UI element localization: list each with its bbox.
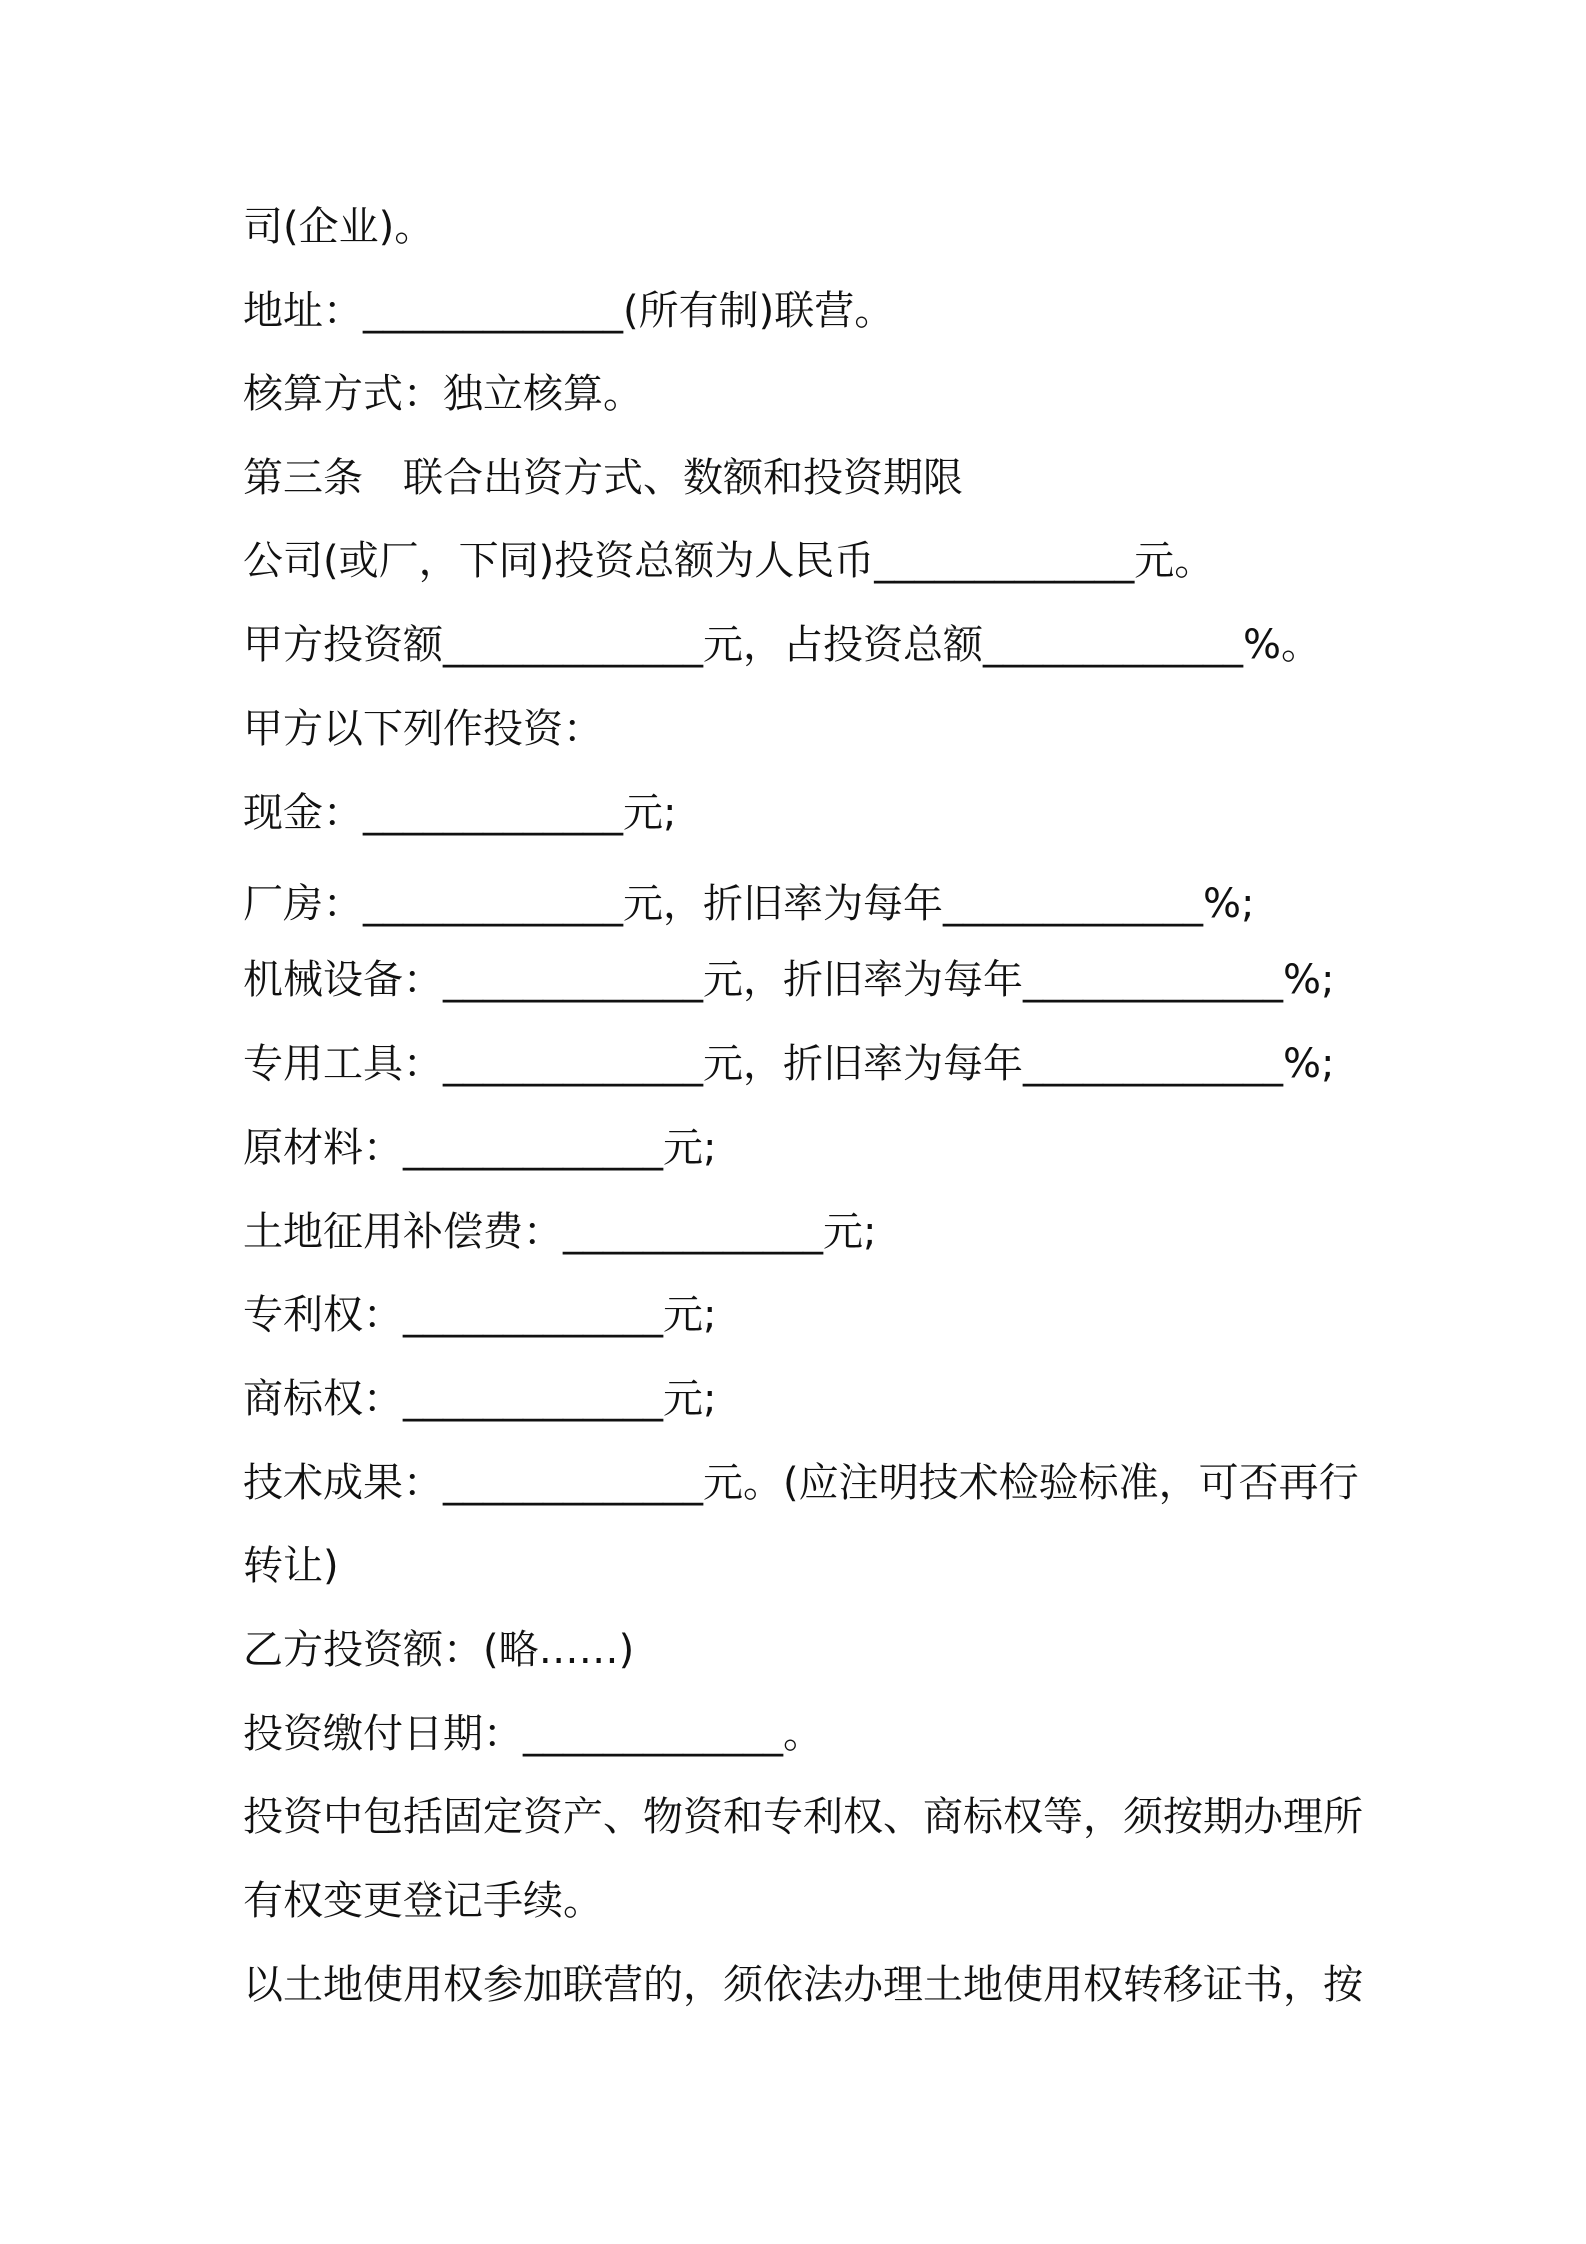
- text-line-land-use-rights: 以土地使用权参加联营的，须依法办理土地使用权转移证书，按: [243, 1962, 1363, 2008]
- text-line-land-compensation: 土地征用补偿费：_____________元;: [243, 1209, 877, 1255]
- text-line-fixed-assets-cont: 有权变更登记手续。: [243, 1878, 603, 1924]
- article-3-heading: 第三条 联合出资方式、数额和投资期限: [243, 455, 963, 501]
- text-line-accounting: 核算方式：独立核算。: [243, 371, 643, 417]
- text-line-address: 地址：_____________(所有制)联营。: [243, 288, 895, 334]
- text-line-patent: 专利权：_____________元;: [243, 1292, 717, 1338]
- text-line-tools: 专用工具：_____________元，折旧率为每年_____________%;: [243, 1041, 1335, 1087]
- text-line-company: 司(企业)。: [243, 204, 435, 250]
- text-line-tech-results-cont: 转让): [243, 1543, 339, 1589]
- text-line-machinery: 机械设备：_____________元，折旧率为每年_____________%;: [243, 957, 1335, 1003]
- text-line-party-b-amount: 乙方投资额：(略……): [243, 1627, 635, 1673]
- text-line-raw-materials: 原材料：_____________元;: [243, 1125, 717, 1171]
- text-line-party-a-amount: 甲方投资额_____________元，占投资总额_____________%。: [243, 622, 1322, 668]
- text-line-tech-results: 技术成果：_____________元。(应注明技术检验标准，可否再行: [243, 1460, 1359, 1506]
- text-line-factory: 厂房：_____________元，折旧率为每年_____________%;: [243, 881, 1255, 927]
- text-line-cash: 现金：_____________元;: [243, 790, 677, 836]
- text-line-fixed-assets: 投资中包括固定资产、物资和专利权、商标权等，须按期办理所: [243, 1794, 1363, 1840]
- text-line-trademark: 商标权：_____________元;: [243, 1376, 717, 1422]
- text-line-payment-date: 投资缴付日期：_____________。: [243, 1711, 823, 1757]
- text-line-party-a-forms: 甲方以下列作投资：: [243, 706, 603, 752]
- text-line-total-investment: 公司(或厂，下同)投资总额为人民币_____________元。: [243, 538, 1215, 584]
